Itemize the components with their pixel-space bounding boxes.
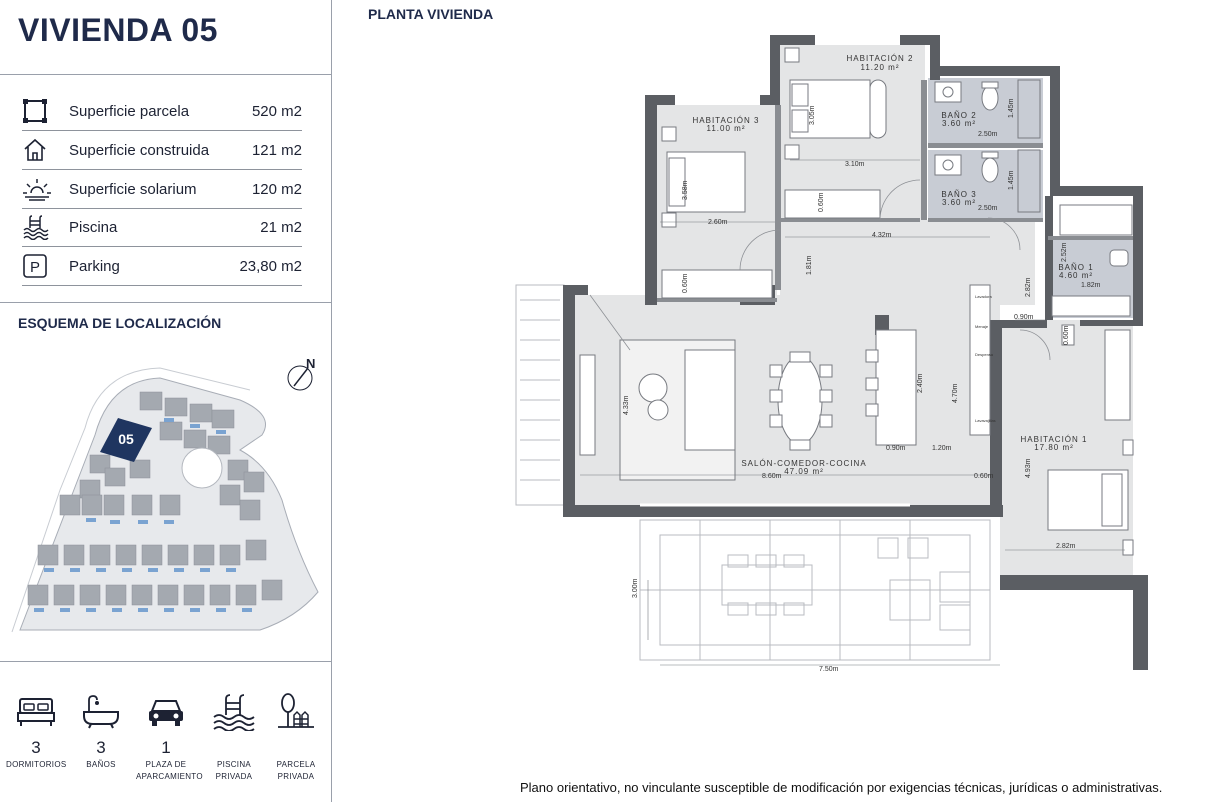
dim-label: 1.81m xyxy=(806,255,813,275)
dim-label: 2.82m xyxy=(1056,543,1076,550)
svg-text:P: P xyxy=(30,259,41,276)
room-area: 17.80 m² xyxy=(1034,443,1074,452)
dim-label: 2.40m xyxy=(917,373,924,393)
spec-row-piscina xyxy=(22,208,302,247)
kitchen-label: Menaje xyxy=(975,324,989,329)
amenity-label-line: PARCELA xyxy=(276,760,316,769)
spec-row-solarium xyxy=(22,170,302,209)
spec-value: 23,80 m2 xyxy=(239,257,302,275)
unit-05-label: 05 xyxy=(118,431,134,447)
amenity-label: DORMITORIOS xyxy=(6,760,67,769)
kitchen-label: Lavadora xyxy=(975,294,992,299)
room-area: 3.60 m² xyxy=(941,119,977,128)
room-area: 47.09 m² xyxy=(784,467,824,476)
location-map xyxy=(0,340,331,660)
room-name: HABITACIÓN 2 xyxy=(846,54,914,63)
room-name: SALÓN-COMEDOR-COCINA xyxy=(741,459,867,468)
spec-value: 121 m2 xyxy=(251,141,302,159)
tree-fence-icon xyxy=(266,692,326,732)
room-area: 11.00 m² xyxy=(706,124,746,133)
room-area: 11.20 m² xyxy=(860,63,900,72)
terrace xyxy=(640,520,990,660)
bed-icon xyxy=(6,692,66,732)
spec-value: 520 m2 xyxy=(251,102,302,120)
exterior-stairs xyxy=(516,285,564,505)
dim-label: 1.20m xyxy=(932,445,952,452)
kitchen-label: Lavavajillas xyxy=(975,418,996,423)
amenity-bathrooms xyxy=(71,692,131,771)
dim-label: 4.93m xyxy=(1025,458,1032,478)
info-panel xyxy=(0,0,332,802)
spec-row-construida xyxy=(22,131,302,170)
amenity-label xyxy=(204,759,264,783)
plan-title: PLANTA VIVIENDA xyxy=(368,6,494,22)
dim-label: 4.33m xyxy=(623,395,630,415)
room-name: BAÑO 3 xyxy=(941,190,977,199)
dim-label: 0.60m xyxy=(818,192,825,212)
spec-label: Piscina xyxy=(69,218,118,236)
dim-label: 1.82m xyxy=(1081,282,1101,289)
dim-label: 2.60m xyxy=(708,219,728,226)
dim-label: 8.60m xyxy=(762,473,782,480)
amenity-label xyxy=(136,759,203,783)
dim-label: 4.32m xyxy=(872,232,892,239)
divider xyxy=(0,302,331,303)
room-name: HABITACIÓN 3 xyxy=(692,116,760,125)
amenity-parking xyxy=(136,692,203,783)
amenity-bedrooms xyxy=(6,692,66,771)
dim-label: 0.90m xyxy=(886,445,906,452)
dim-label: 3.58m xyxy=(682,180,689,200)
dim-label: 1.45m xyxy=(1008,170,1015,190)
dim-label: 2.82m xyxy=(1025,277,1032,297)
car-icon xyxy=(136,692,196,732)
location-heading: ESQUEMA DE LOCALIZACIÓN xyxy=(18,315,222,331)
dim-label: 0.60m xyxy=(974,473,994,480)
amenity-pool xyxy=(204,692,264,783)
amenity-number: 3 xyxy=(31,738,41,757)
divider xyxy=(0,661,331,662)
amenity-label-line: PLAZA DE xyxy=(145,760,187,769)
sun-icon xyxy=(22,174,58,204)
room-area: 3.60 m² xyxy=(941,198,977,207)
dim-label: 3.10m xyxy=(845,161,865,168)
amenity-number: 1 xyxy=(161,738,171,757)
amenity-label xyxy=(266,759,326,783)
dim-label: 4.70m xyxy=(952,383,959,403)
floor-plan xyxy=(500,30,1160,680)
unit-title: VIVIENDA 05 xyxy=(18,12,218,48)
amenity-number: 3 xyxy=(96,738,106,757)
dim-label: 3.00m xyxy=(632,578,639,598)
amenity-label: BAÑOS xyxy=(86,760,116,769)
room-area: 4.60 m² xyxy=(1058,271,1094,280)
room-name: BAÑO 1 xyxy=(1058,263,1094,272)
amenity-label-line: PRIVADA xyxy=(215,772,253,781)
spec-label: Parking xyxy=(69,257,120,275)
spec-value: 21 m2 xyxy=(260,218,302,236)
spec-label: Superficie construida xyxy=(69,141,210,159)
amenity-label-line: PRIVADA xyxy=(277,772,315,781)
room-name: HABITACIÓN 1 xyxy=(1020,435,1088,444)
dim-label: 2.50m xyxy=(978,205,998,212)
dim-label: 3.05m xyxy=(809,105,816,125)
amenity-label-line: APARCAMIENTO xyxy=(136,772,203,781)
bathtub-icon xyxy=(71,692,131,732)
spec-row-parcela xyxy=(22,92,302,131)
dim-label: 1.45m xyxy=(1008,98,1015,118)
dim-label: 7.50m xyxy=(819,666,839,673)
dim-label: 0.60m xyxy=(682,273,689,293)
parking-icon xyxy=(22,251,58,281)
dim-label: 2.52m xyxy=(1061,242,1068,262)
north-label: N xyxy=(306,356,316,371)
dim-label: 0.60m xyxy=(1063,325,1070,345)
divider xyxy=(0,74,331,75)
pool-ladder-icon xyxy=(204,692,264,732)
spec-row-parking xyxy=(22,247,302,286)
dim-label: 0.90m xyxy=(1014,314,1034,321)
kitchen-label: Despensa xyxy=(975,352,994,357)
spec-label: Superficie solarium xyxy=(69,180,197,198)
spec-label: Superficie parcela xyxy=(69,102,190,120)
pool-icon xyxy=(22,212,58,242)
plot-icon xyxy=(22,96,58,126)
house-icon xyxy=(22,135,58,165)
amenity-plot xyxy=(266,692,326,783)
amenity-label-line: PISCINA xyxy=(216,760,252,769)
spec-value: 120 m2 xyxy=(251,180,302,198)
dim-label: 2.50m xyxy=(978,131,998,138)
room-name: BAÑO 2 xyxy=(941,111,977,120)
disclaimer: Plano orientativo, no vinculante susceptible de modificación por exigencias técnicas, jurídicas o administrativas. xyxy=(520,780,1163,795)
